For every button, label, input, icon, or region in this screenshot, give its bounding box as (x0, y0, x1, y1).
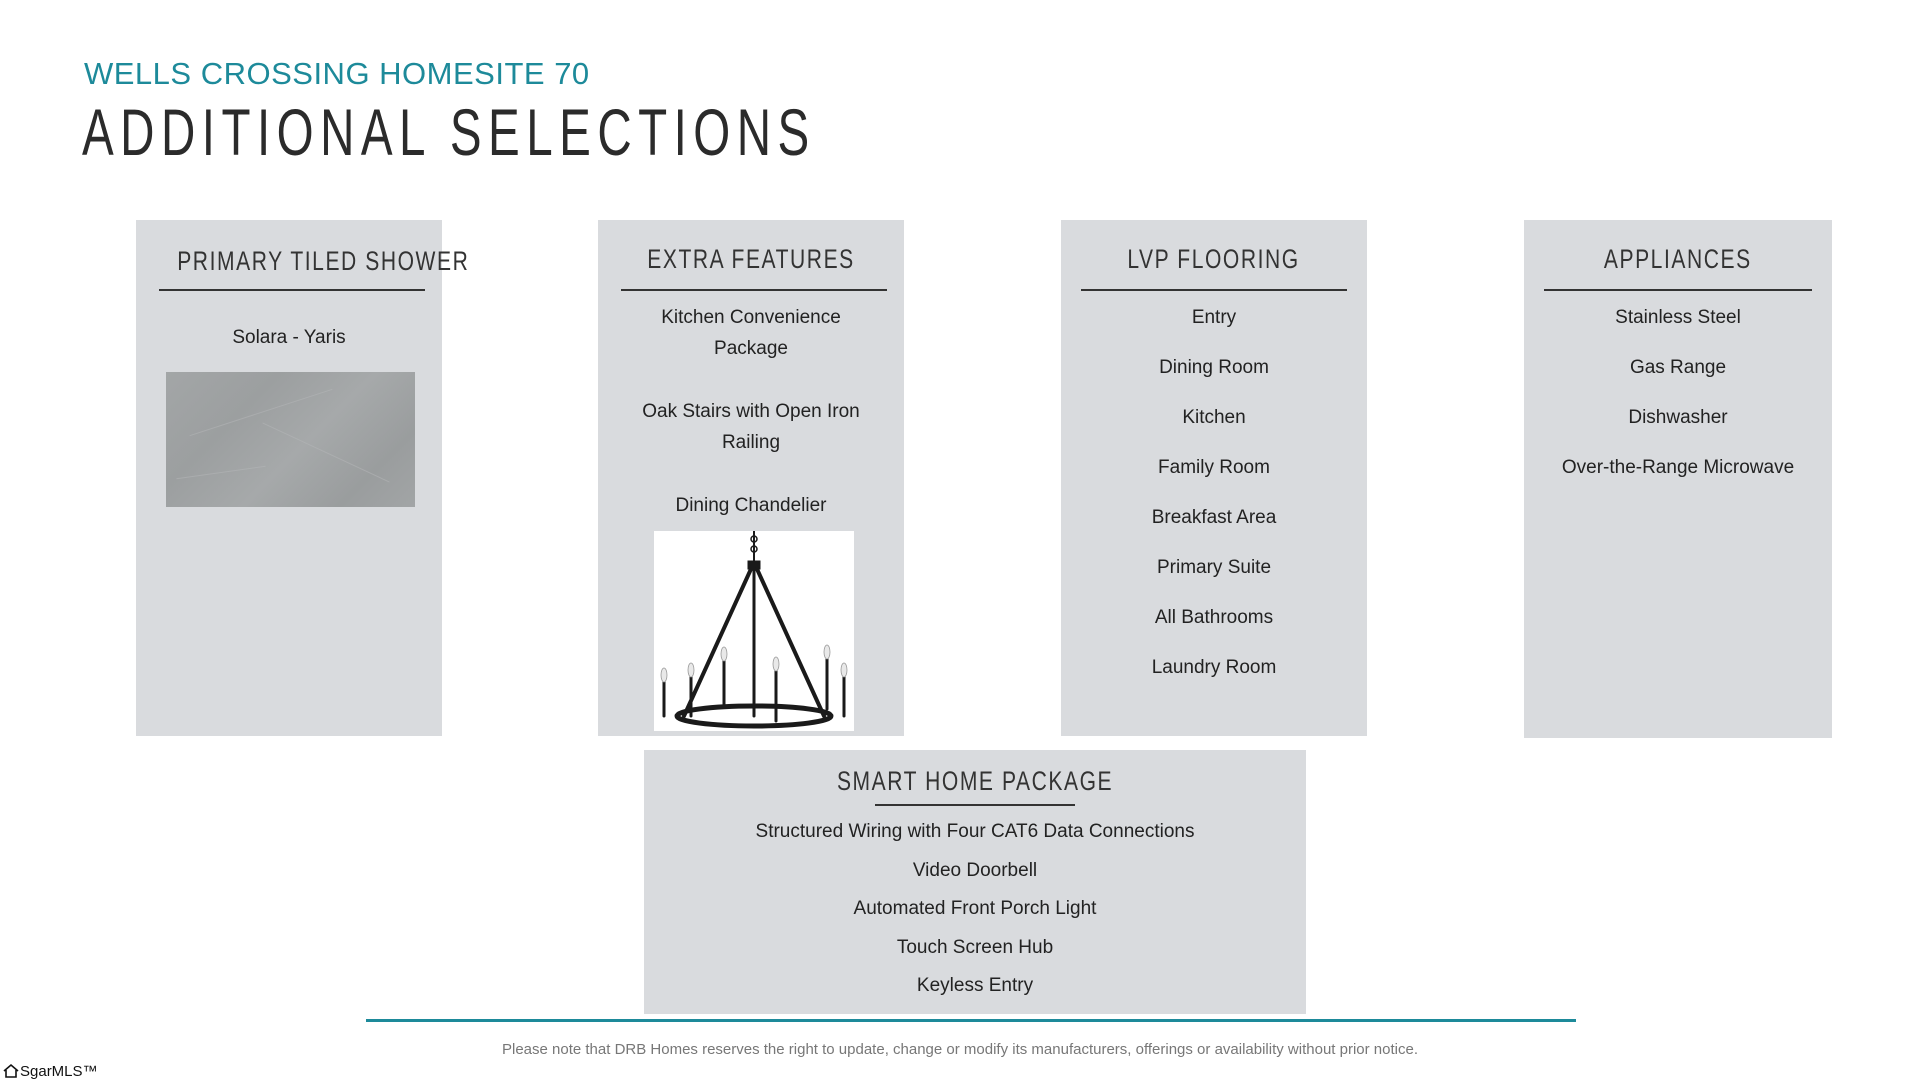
card-heading: EXTRA FEATURES (647, 244, 855, 274)
heading-divider (159, 289, 425, 291)
house-icon (2, 1062, 20, 1080)
list-item: Kitchen (1182, 407, 1246, 428)
heading-divider (621, 289, 887, 291)
list-item: Oak Stairs with Open Iron Railing (642, 401, 860, 453)
list-item: Laundry Room (1151, 657, 1277, 678)
chandelier-image (654, 531, 854, 731)
list-item: Breakfast Area (1151, 507, 1277, 528)
watermark-text: SgarMLS™ (20, 1062, 98, 1080)
footer-divider (366, 1019, 1576, 1022)
card-heading: APPLIANCES (1604, 244, 1752, 274)
page-title: ADDITIONAL SELECTIONS (82, 95, 816, 169)
chandelier-icon (654, 531, 854, 731)
card-heading: LVP FLOORING (1127, 244, 1301, 274)
list-item: Over-the-Range Microwave (1561, 457, 1795, 478)
list-item: Primary Suite (1156, 557, 1272, 578)
card-appliances (1524, 220, 1832, 738)
list-item: Entry (1191, 307, 1237, 328)
list-item: Dining Chandelier (675, 495, 827, 516)
list-item: Dining Room (1159, 357, 1269, 378)
card-heading: PRIMARY TILED SHOWER (177, 246, 470, 276)
heading-divider (1544, 289, 1812, 291)
list-item: All Bathrooms (1154, 607, 1274, 628)
list-item: Touch Screen Hub (896, 937, 1054, 958)
list-item: Gas Range (1629, 357, 1727, 378)
list-item: Video Doorbell (912, 860, 1038, 881)
mls-watermark (2, 1062, 98, 1080)
list-item: Kitchen Convenience Package (661, 307, 841, 359)
list-item: Family Room (1158, 457, 1270, 478)
card-heading: SMART HOME PACKAGE (836, 766, 1114, 796)
list-item: Structured Wiring with Four CAT6 Data Connections (755, 821, 1195, 842)
tile-swatch-image (166, 372, 415, 507)
list-item: Stainless Steel (1615, 307, 1741, 328)
list-item: Solara - Yaris (232, 327, 346, 348)
heading-divider (1081, 289, 1347, 291)
list-item: Dishwasher (1628, 407, 1728, 428)
list-item: Automated Front Porch Light (853, 898, 1097, 919)
card-smart-home-package (644, 750, 1306, 1014)
heading-divider (875, 804, 1075, 806)
card-lvp-flooring (1061, 220, 1367, 736)
community-subtitle: WELLS CROSSING HOMESITE 70 (84, 56, 590, 91)
card-extra-features (598, 220, 904, 736)
disclaimer-text: Please note that DRB Homes reserves the right to update, change or modify its manufacturers, offerings or availability without prior notice. (501, 1041, 1418, 1058)
list-item: Keyless Entry (916, 975, 1034, 996)
card-primary-tiled-shower (136, 220, 470, 736)
